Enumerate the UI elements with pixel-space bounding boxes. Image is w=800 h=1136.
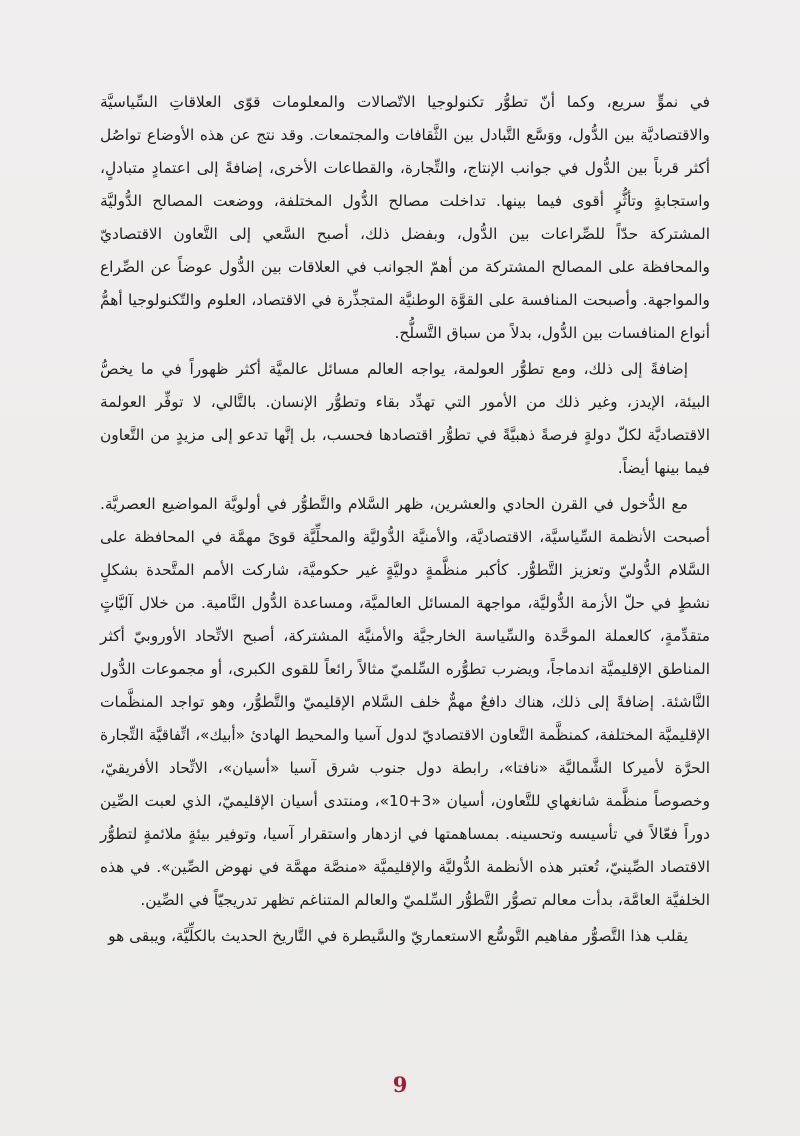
page-number: 9 xyxy=(392,1072,408,1097)
paragraph-2: إضافةً إلى ذلك، ومع تطوُّر العولمة، يواجه العالم مسائل عالميَّة أكثر ظهوراً في ما يخصُّ البيئة، الإيدز، وغير ذلك من الأمور التي تهدِّد بقاء وتطوُّر الإنسان. بالتَّالي، لا توفِّر العولمة الاقتصاديَّة لكلّ دولةٍ فرصةً ذهبيَّةً في تطوُّر اقتصادها فحسب، بل إنَّها تدعو إلى مزيدٍ من التَّعاون فيما بينها أيضاً. xyxy=(100,360,710,477)
body-text xyxy=(100,86,710,956)
paragraph-3: مع الدُّخول في القرن الحادي والعشرين، ظهر السَّلام والتَّطوُّر في أولويَّة المواضيع العصريَّة. أصبحت الأنظمة السِّياسيَّة، الاقتصاديَّة، والأمنيَّة الدُّوليَّة والمحلِّيَّة قوىً مهمَّة في المحافظة على السَّلام الدُّوليّ وتعزيز التَّطوُّر. كأكبر منظَّمةٍ دوليَّةٍ غير حكوميَّة، شاركت الأمم المتَّحدة بشكلٍ نشطٍ في حلّ الأزمة الدُّوليَّة، مواجهة المسائل العالميَّة، ومساعدة الدُّول النَّامية. من خلال آليَّاتٍ متقدِّمةٍ، كالعملة الموحَّدة والسِّياسة الخارجيَّة والأمنيَّة المشتركة، أصبح الاتِّحاد الأوروبيّ أكثر المناطق الإقليميَّة اندماجاً، ويضرب تطوُّره السِّلميّ مثالاً رائعاً للقوى الكبرى، أو مجموعات الدُّول النَّاشئة. إضافةً إلى ذلك، هناك دافعٌ مهمٌّ خلف السَّلام الإقليميّ والتَّطوُّر، وهو تواجد المنظَّمات الإقليميَّة المختلفة، كمنظَّمة التَّعاون الاقتصاديّ لدول آسيا والمحيط الهادئ «أبيك»، اتِّفاقيَّة التِّجارة الحرَّة لأميركا الشَّماليَّة «نافتا»، رابطة دول جنوب شرق آسيا «أسيان»، الاتِّحاد الأفريقيّ، وخصوصاً منظَّمة شانغهاي للتَّعاون، أسيان «3+10»، ومنتدى أسيان الإقليميّ، الذي لعبت الصِّين دوراً فعّالاً في تأسيسه وتحسينه. بمساهمتها في ازدهار واستقرار آسيا، وتوفير بيئةٍ ملائمةٍ لتطوُّر الاقتصاد الصِّينيّ، تُعتبر هذه الأنظمة الدُّوليَّة والإقليميَّة «منصَّة مهمَّة في نهوض الصِّين». في هذه الخلفيَّة العامَّة، بدأت معالم تصوُّر التَّطوُّر السِّلميّ والعالم المتناغم تظهر تدريجيّاً في الصِّين. xyxy=(100,495,710,909)
paragraph-1: في نموٍّ سريع، وكما أنّ تطوُّر تكنولوجيا الاتّصالات والمعلومات قوّى العلاقاتِ السِّياسيَّة والاقتصاديَّة بين الدُّول، ووَسَّع التَّبادل بين الثَّقافات والمجتمعات. وقد نتج عن هذه الأوضاع تواصُل أكثر قرباً بين الدُّول في جوانب الإنتاج، والتِّجارة، والقطاعات الأخرى، إضافةً إلى اعتمادٍ متبادلٍ، واستجابةٍ وتأثُّرٍ أقوى فيما بينها. تداخلت مصالح الدُّول المختلفة، ووضعت المصالح الدُّوليَّة المشتركة حدّاً للصِّراعات بين الدُّول، وبفضل ذلك، أصبح السَّعي إلى التَّعاون الاقتصاديّ والمحافظة على المصالح المشتركة من أهمّ الجوانب في العلاقات بين الدُّول عوضاً عن الصِّراع والمواجهة. وأصبحت المنافسة على القوَّة الوطنيَّة المتجذِّرة في الاقتصاد، العلوم والتّكنولوجيا أهمُّ أنواع المنافسات بين الدُّول، بدلاً من سباق التَّسلُّح. xyxy=(100,93,710,342)
paragraph-4: يقلب هذا التَّصوُّر مفاهيم التَّوسُّع الاستعماريّ والسَّيطرة في التَّاريخ الحديث بالكلِّيَّة، ويبقى هو xyxy=(108,927,688,945)
